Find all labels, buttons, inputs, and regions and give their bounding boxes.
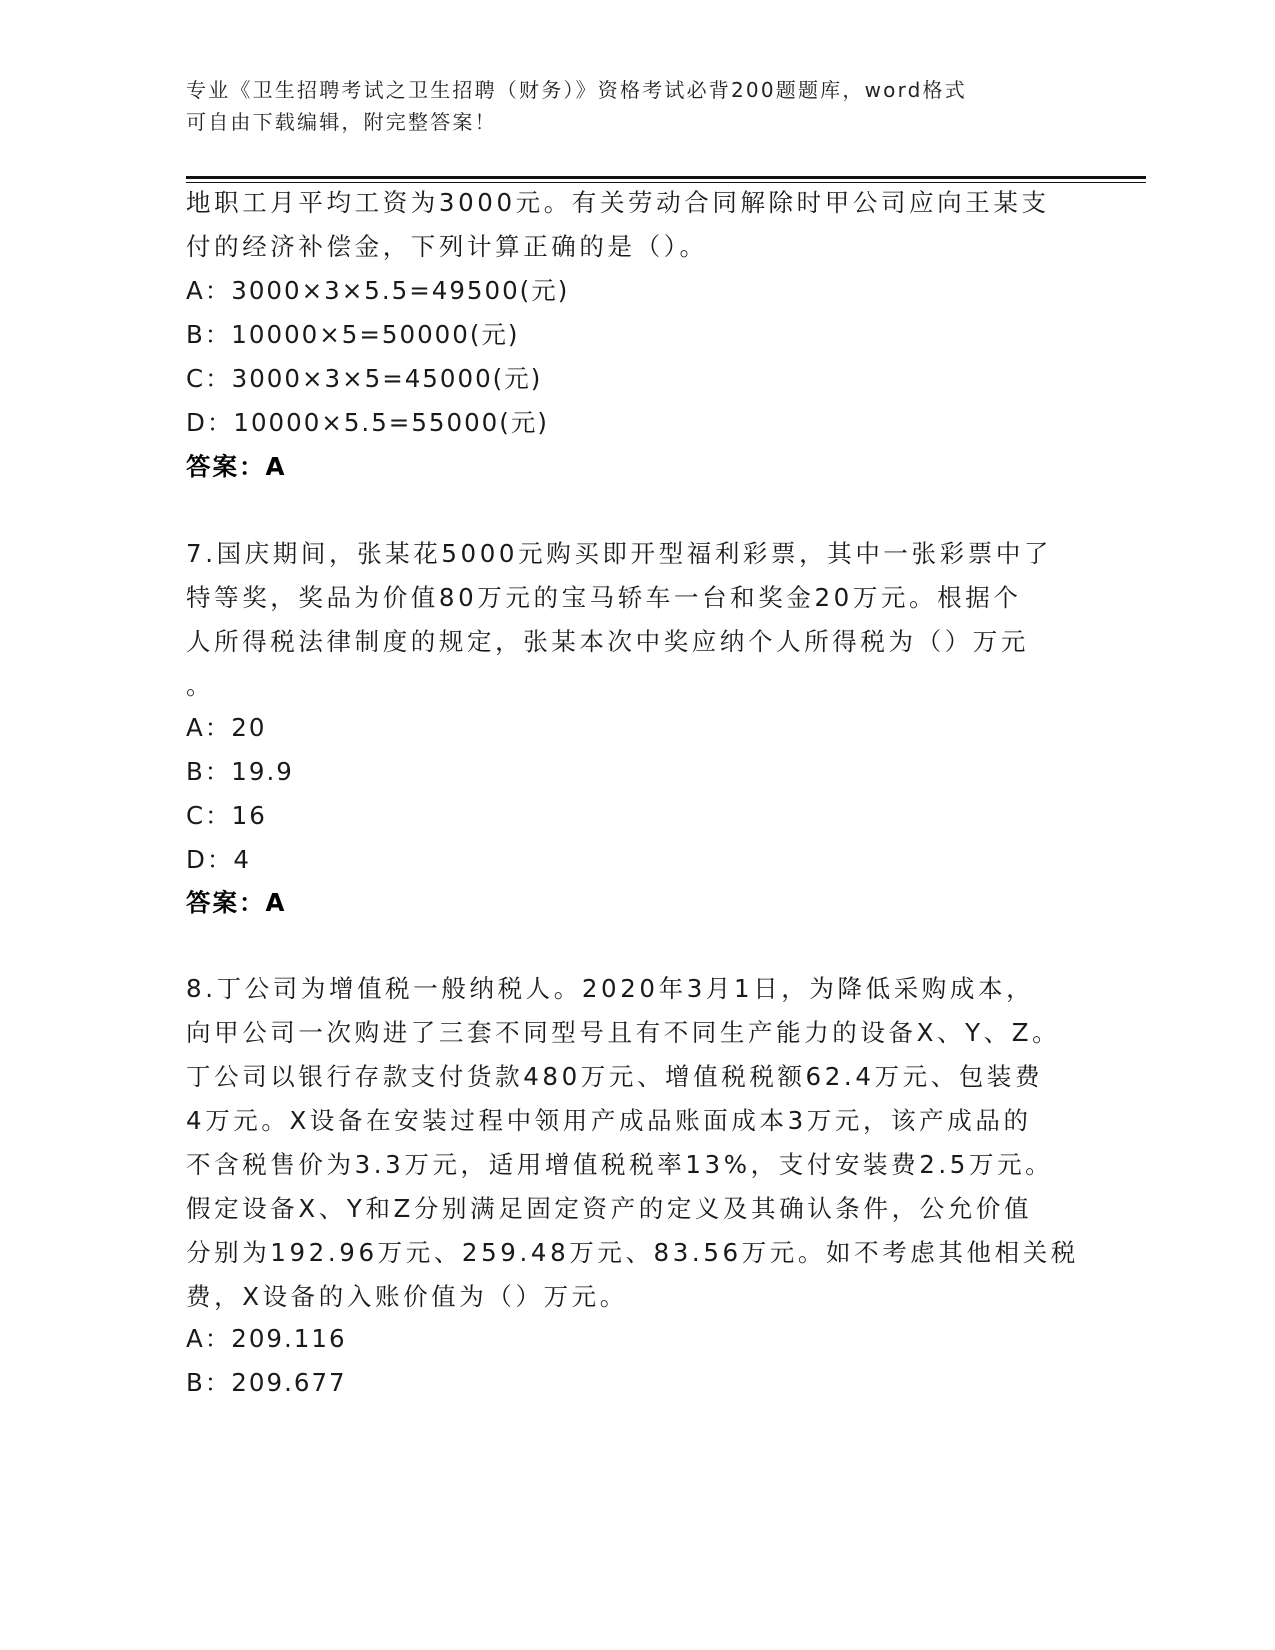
header-title-line-1: 专业《卫生招聘考试之卫生招聘（财务）》资格考试必背200题题库，word格式 [186, 78, 967, 102]
question-8-text-line-1: 8.丁公司为增值税一般纳税人。2020年3月1日，为降低采购成本， [186, 974, 1035, 1003]
question-6-answer: 答案：A [186, 452, 287, 481]
question-7-option-d: D：4 [186, 845, 251, 874]
question-7-option-b: B：19.9 [186, 757, 294, 786]
question-6-option-b: B：10000×5=50000(元) [186, 320, 520, 349]
question-8-option-b: B：209.677 [186, 1368, 347, 1397]
question-6-text-line-2: 付的经济补偿金，下列计算正确的是（）。 [186, 232, 708, 261]
question-7-text-line-2: 特等奖，奖品为价值80万元的宝马轿车一台和奖金20万元。根据个 [186, 583, 1022, 612]
question-6-option-a: A：3000×3×5.5=49500(元) [186, 276, 570, 305]
header-divider-thick [186, 176, 1146, 179]
question-6-option-c: C：3000×3×5=45000(元) [186, 364, 543, 393]
question-7-answer: 答案：A [186, 888, 287, 917]
question-7-text-line-1: 7.国庆期间，张某花5000元购买即开型福利彩票，其中一张彩票中了 [186, 539, 1053, 568]
question-7-text-line-4: 。 [186, 671, 215, 700]
question-8-text-line-2: 向甲公司一次购进了三套不同型号且有不同生产能力的设备X、Y、Z。 [186, 1018, 1061, 1047]
question-8-text-line-4: 4万元。X设备在安装过程中领用产成品账面成本3万元，该产成品的 [186, 1106, 1032, 1135]
question-6-option-d: D：10000×5.5=55000(元) [186, 408, 549, 437]
question-7-option-a: A：20 [186, 713, 267, 742]
question-8-text-line-7: 分别为192.96万元、259.48万元、83.56万元。如不考虑其他相关税 [186, 1238, 1079, 1267]
question-7-text-line-3: 人所得税法律制度的规定，张某本次中奖应纳个人所得税为（）万元 [186, 627, 1029, 656]
question-7-option-c: C：16 [186, 801, 267, 830]
question-8-text-line-3: 丁公司以银行存款支付货款480万元、增值税税额62.4万元、包装费 [186, 1062, 1044, 1091]
question-8-text-line-8: 费，X设备的入账价值为（）万元。 [186, 1282, 628, 1311]
document-header [186, 74, 1066, 138]
header-title-line-2: 可自由下载编辑，附完整答案！ [186, 110, 497, 134]
question-8-text-line-5: 不含税售价为3.3万元，适用增值税税率13%，支付安装费2.5万元。 [186, 1150, 1054, 1179]
question-8-option-a: A：209.116 [186, 1324, 347, 1353]
question-8-text-line-6: 假定设备X、Y和Z分别满足固定资产的定义及其确认条件，公允价值 [186, 1194, 1033, 1223]
question-6-text-line-1: 地职工月平均工资为3000元。有关劳动合同解除时甲公司应向王某支 [186, 188, 1050, 217]
